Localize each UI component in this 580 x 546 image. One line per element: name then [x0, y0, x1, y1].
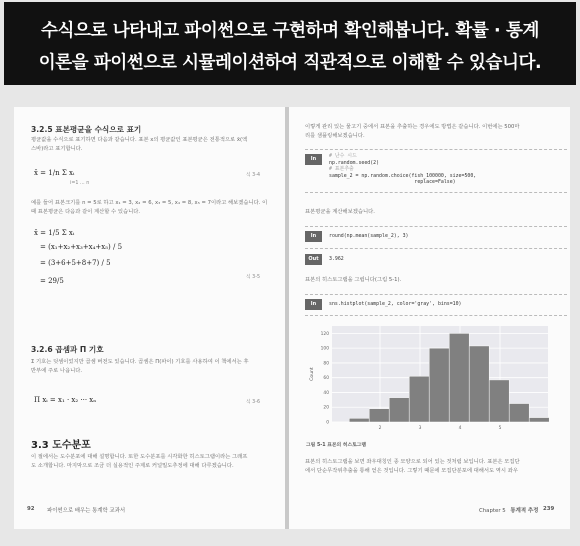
section-3-3-para-line-1: 이 절에서는 도수분포에 대해 설명합니다. 또한 도수분포를 시각화한 히스토그램이라는 그래프 [31, 454, 248, 460]
histogram-bar [509, 404, 529, 422]
y-tick-label: 60 [323, 376, 329, 382]
y-tick-label: 100 [320, 346, 329, 352]
eq1-limits: i=1 … n [70, 181, 90, 186]
code-line-histplot: sns.histplot(sample_2, color='gray', bins=10) [329, 301, 462, 307]
figure-caption: 그림 5-1 표본의 히스토그램 [306, 443, 367, 448]
equation-3-6: Π xᵢ = x₁ · x₂ ··· xₙ [34, 396, 97, 404]
banner-line-2: 이론을 파이썬으로 시뮬레이션하여 직관적으로 이해할 수 있습니다. [38, 53, 542, 73]
x-tick-label: 4 [458, 426, 462, 431]
section-3-2-5-para-1-line-2: 스바)라고 표기합니다. [31, 146, 83, 152]
section-3-2-6-para-line-2: 반부에 주로 나옵니다. [31, 368, 83, 374]
right-page [289, 107, 570, 529]
section-3-2-5-para-1-line-1: 평균값을 수식으로 표기하면 다음과 같습니다. 표본 x의 평균값인 표본평균은 전통적으로 x̄(엑 [31, 137, 248, 143]
code-separator [305, 294, 567, 295]
banner-line-1: 수식으로 나타내고 파이썬으로 구현하며 확인해봅니다. 확률 · 통계 [41, 21, 539, 41]
right-para-mean: 표본평균을 계산해보겠습니다. [305, 209, 375, 215]
code-separator [305, 192, 567, 193]
eq1-sum: Σ xᵢ [61, 169, 75, 177]
code-line: # 난수 시드 [329, 153, 357, 159]
code-separator [305, 248, 567, 249]
eq2-line-1: x̄ = 1/5 Σ xᵢ [34, 229, 75, 237]
code-line: sample_2 = np.random.choice(fish_100000, size=500, [329, 172, 477, 179]
code-block-sampling [329, 153, 476, 186]
y-tick-label: 80 [323, 361, 329, 367]
equation-number-3-5: 식 3-5 [246, 275, 260, 280]
code-separator [305, 315, 567, 316]
histogram-bar [409, 376, 429, 422]
left-footer-book-title: 파이썬으로 배우는 통계학 교과서 [47, 508, 126, 514]
left-page [14, 107, 285, 529]
histogram-bar [349, 418, 369, 422]
code-in-tag: In [305, 231, 322, 242]
histogram-bar [429, 348, 449, 422]
y-tick-label: 0 [326, 420, 329, 426]
histogram-bar [529, 418, 549, 422]
histogram-figure [306, 320, 554, 438]
section-3-3-title: 3.3 도수분포 [31, 440, 91, 451]
right-para-hist: 표본의 히스토그램을 그립니다(그림 5-1). [305, 277, 402, 283]
eq2-line-3: = (3+6+5+8+7) / 5 [40, 259, 111, 267]
banner [4, 2, 576, 85]
histogram-bar [389, 398, 409, 422]
code-in-tag: In [305, 299, 322, 310]
eq1-frac: 1/n [48, 169, 60, 177]
x-tick-label: 2 [378, 426, 382, 431]
y-tick-label: 120 [320, 331, 329, 337]
histogram-bar [489, 380, 509, 422]
code-line-mean: round(np.mean(sample_2), 3) [329, 233, 409, 239]
right-intro-line-1: 이렇게 관리 있는 물고기 중에서 표본을 추출하는 경우에도 방법은 같습니다. 이번에는 500마 [305, 124, 520, 130]
eq2-line-4: = 29/5 [40, 277, 64, 285]
section-3-2-5-title: 3.2.5 표본평균을 수식으로 표기 [31, 125, 142, 134]
left-page-number: 92 [27, 506, 35, 512]
histogram-bar [369, 409, 389, 422]
eq1-lhs: x̄ = [34, 169, 49, 177]
code-separator [305, 226, 567, 227]
right-outro-line-2: 에서 단순무작위추출을 통해 얻은 것입니다. 그렇기 때문에 모집단분포에 대해서도 역시 좌우 [305, 468, 518, 474]
section-3-2-5-para-2-line-2: 때 표본평균은 다음과 같이 계산할 수 있습니다. [31, 209, 141, 215]
section-3-2-6-title: 3.2.6 곱셈과 Π 기호 [31, 345, 104, 354]
equation-number-3-4: 식 3-4 [246, 173, 260, 178]
footer-chapter-label: Chapter 5 [479, 508, 506, 514]
section-3-2-6-para-line-1: Σ 기호는 덧셈이었지만 곱셈 버전도 있습니다. 곱셈은 Π(파이) 기호를 사용하여 이 책에서는 후 [31, 359, 249, 365]
code-line: # 표본추출 [329, 166, 354, 173]
code-out-tag: Out [305, 254, 322, 265]
y-axis-label: Count [310, 367, 315, 381]
x-tick-label: 5 [498, 426, 502, 431]
right-footer-chapter [479, 506, 538, 514]
equation-number-3-6: 식 3-6 [246, 400, 260, 405]
code-output-value: 3.962 [329, 256, 344, 262]
y-tick-label: 40 [323, 390, 329, 396]
y-tick-label: 20 [323, 405, 329, 411]
footer-chapter-title: 통계적 추정 [510, 508, 539, 514]
right-intro-line-2: 리를 샘플링해보겠습니다. [305, 133, 365, 139]
code-separator [305, 149, 567, 150]
histogram-bar [469, 346, 489, 422]
section-3-3-para-line-2: 도 소개합니다. 마지막으로 조금 더 실용적인 주제로 커널밀도추정에 대해 다루겠습니다. [31, 463, 234, 469]
code-line: np.random.seed(2) [329, 159, 380, 166]
x-tick-label: 3 [418, 426, 422, 431]
eq2-line-2: = (x₁+x₂+x₃+x₄+x₅) / 5 [40, 243, 123, 251]
right-outro-line-1: 표본의 히스토그램을 보면 좌우대칭인 종 모양으로 되어 있는 것처럼 보입니다. 표본은 모집단 [305, 459, 520, 465]
section-3-2-5-para-2-line-1: 예를 들어 표본크기를 n = 5로 하고 x₁ = 3, x₂ = 6, x₃ = 5, x₄ = 8, x₅ = 7이라고 해보겠습니다. 이 [31, 200, 268, 206]
book-spread [14, 107, 570, 529]
right-page-number: 239 [543, 506, 555, 512]
histogram-chart [309, 326, 549, 431]
equation-3-4 [34, 169, 74, 178]
code-line: replace=False) [329, 179, 456, 186]
code-in-tag: In [305, 154, 322, 165]
histogram-bar [449, 333, 469, 422]
